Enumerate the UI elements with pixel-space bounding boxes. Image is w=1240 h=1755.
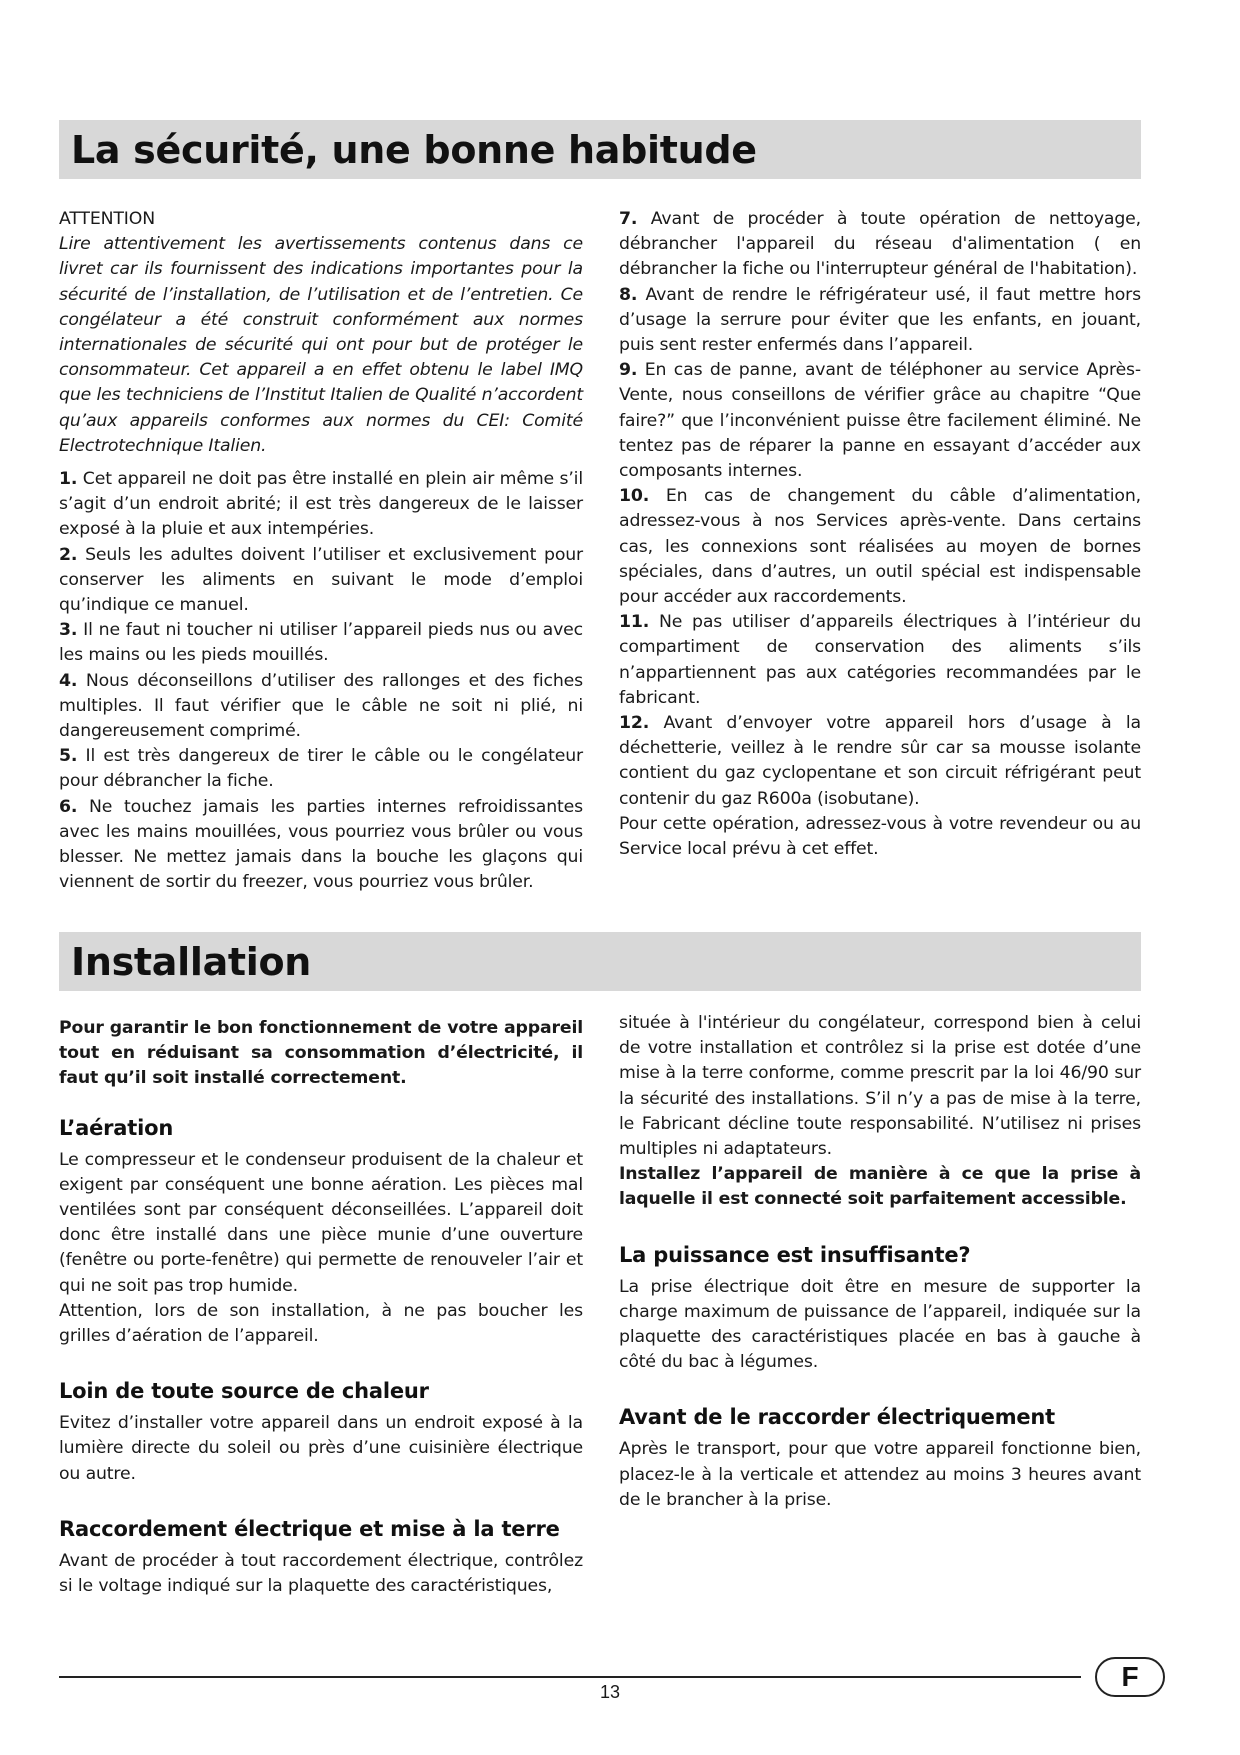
item-number: 6. <box>59 796 78 817</box>
attention-intro: Lire attentivement les avertissements contenus dans ce livret car ils fournissent des indications importantes pour la sécurité de l’installation, de l’utilisation et de l’entretien. Ce congélateur a été construit conformément aux normes internationales de sécurité qui ont pour but de protéger le consommateur. Cet appareil a en effet obtenu le label IMQ que les techniciens de l’Institut Italien de Qualité n’accordent qu’aux appareils conformes aux normes du CEI: Comité Electrotechnique Italien. <box>59 234 583 456</box>
item-text: Ne pas utiliser d’appareils électriques à l’intérieur du compartiment de conservation des aliments s’ils n’appartiennent pas aux catégories recommandées par le fabricant. <box>619 612 1141 708</box>
item-number: 2. <box>59 544 78 565</box>
item-number: 3. <box>59 620 78 641</box>
heading-puissance: La puissance est insuffisante? <box>619 1242 971 1267</box>
raccordement-bold-note: Installez l’appareil de manière à ce que la prise à laquelle il est connecté soit parfaitement accessible. <box>619 1164 1141 1210</box>
item-number: 4. <box>59 670 78 691</box>
raccordement-text-continued: située à l'intérieur du congélateur, correspond bien à celui de votre installation et contrôlez si la prise est dotée d’une mise à la terre conforme, comme prescrit par la loi 46/90 sur la sécurité des installations. S’il n’y a pas de mise à la terre, le Fabricant décline toute responsabilité. N’utilisez ni prises multiples ni adaptateurs. <box>619 1013 1141 1160</box>
heading-source-chaleur: Loin de toute source de chaleur <box>59 1379 429 1404</box>
item-number: 5. <box>59 746 78 767</box>
page-number: 13 <box>599 1682 621 1702</box>
safety-item-10 <box>619 484 1141 610</box>
section-banner-installation <box>59 932 1141 991</box>
installation-column-left <box>59 1016 583 1599</box>
attention-label: ATTENTION <box>59 209 155 229</box>
safety-item-6 <box>59 795 583 896</box>
item-text: En cas de changement du câble d’alimentation, adressez-vous à nos Services après-vente. Dans certains cas, les connexions sont réalisées au moyen de bornes spéciales, dans d’autres, un outil spécial est indispensable pour accéder aux raccordements. <box>619 486 1141 608</box>
safety-item-2 <box>59 543 583 619</box>
securite-column-left <box>59 207 583 895</box>
item-text: Avant de rendre le réfrigérateur usé, il faut mettre hors d’usage la serrure pour éviter que les enfants, en jouant, puis sent rester enfermés dans l’appareil. <box>619 284 1141 356</box>
puissance-text: La prise électrique doit être en mesure de supporter la charge maximum de puissance de l’appareil, indiquée sur la plaquette des caractéristiques placée en bas à gauche à côté du bac à légumes. <box>619 1276 1141 1373</box>
installation-column-right <box>619 1011 1141 1513</box>
item-text: Avant de procéder à toute opération de nettoyage, débrancher l'appareil du réseau d'alimentation ( en débrancher la fiche ou l'interrupteur général de l'habitation). <box>619 209 1141 280</box>
heading-aeration: L’aération <box>59 1115 174 1140</box>
item-number: 8. <box>619 284 638 305</box>
chaleur-text: Evitez d’installer votre appareil dans un endroit exposé à la lumière directe du soleil ou près d’une cuisinière électrique ou autre. <box>59 1413 583 1484</box>
section-banner-securite <box>59 120 1141 179</box>
item-number: 7. <box>619 209 638 229</box>
safety-item-12 <box>619 711 1141 812</box>
heading-avant-raccorder: Avant de le raccorder électriquement <box>619 1405 1056 1430</box>
item-number: 12. <box>619 713 650 734</box>
avant-text: Après le transport, pour que votre appareil fonctionne bien, placez-le à la verticale et attendez au moins 3 heures avant de le brancher à la prise. <box>619 1439 1141 1510</box>
item-number: 11. <box>619 612 650 633</box>
section-title-installation: Installation <box>71 940 312 984</box>
safety-item-4 <box>59 669 583 745</box>
item-text: Ne touchez jamais les parties internes refroidissantes avec les mains mouillées, vous pourriez vous brûler ou vous blesser. Ne mettez jamais dans la bouche les glaçons qui viennent de sortir du freezer, vous pourriez vous brûler. <box>59 796 583 893</box>
safety-item-8 <box>619 283 1141 359</box>
safety-item-11 <box>619 610 1141 711</box>
safety-item-3 <box>59 618 583 668</box>
item-text: Avant d’envoyer votre appareil hors d’usage à la déchetterie, veillez à le rendre sûr car sa mousse isolante contient du gaz cyclopentane et son circuit réfrigérant peut contenir du gaz R600a (isobutane). <box>619 713 1141 809</box>
item-text: Cet appareil ne doit pas être installé en plein air même s’il s’agit d’un endroit abrité; il est très dangereux de le laisser exposé à la pluie et aux intempéries. <box>59 469 583 540</box>
language-badge: F <box>1095 1657 1165 1697</box>
safety-item-9 <box>619 358 1141 484</box>
installation-intro: Pour garantir le bon fonctionnement de votre appareil tout en réduisant sa consommation d’électricité, il faut qu’il soit installé correctement. <box>59 1018 583 1089</box>
safety-item-7 <box>619 207 1141 283</box>
item-number: 9. <box>619 360 638 381</box>
item-number: 10. <box>619 486 650 507</box>
safety-item-5 <box>59 744 583 794</box>
item-text: Seuls les adultes doivent l’utiliser et exclusivement pour conserver les aliments en suivant le mode d’emploi qu’indique ce manuel. <box>59 544 583 616</box>
section-title-securite: La sécurité, une bonne habitude <box>71 128 757 172</box>
item-text: Il ne faut ni toucher ni utiliser l’appareil pieds nus ou avec les mains ou les pieds mouillés. <box>59 620 583 666</box>
safety-item-1 <box>59 467 583 543</box>
item-text: Nous déconseillons d’utiliser des rallonges et des fiches multiples. Il faut vérifier que le câble ne soit ni plié, ni dangereusement comprimé. <box>59 670 583 742</box>
heading-raccordement: Raccordement électrique et mise à la terre <box>59 1516 560 1541</box>
item-text: Il est très dangereux de tirer le câble ou le congélateur pour débrancher la fiche. <box>59 746 583 792</box>
aeration-text-2: Attention, lors de son installation, à ne pas boucher les grilles d’aération de l’appareil. <box>59 1300 583 1347</box>
raccordement-text: Avant de procéder à tout raccordement électrique, contrôlez si le voltage indiqué sur la plaquette des caractéristiques, <box>59 1550 583 1597</box>
closing-note: Pour cette opération, adressez-vous à votre revendeur ou au Service local prévu à cet effet. <box>619 813 1141 860</box>
footer-rule <box>59 1676 1081 1678</box>
item-text: En cas de panne, avant de téléphoner au service Après-Vente, nous conseillons de vérifier grâce au chapitre “Que faire?” que l’inconvénient puisse être facilement éliminé. Ne tentez pas de réparer la panne en essayant d’accéder aux composants internes. <box>619 360 1141 482</box>
aeration-text: Le compresseur et le condenseur produisent de la chaleur et exigent par conséquent une bonne aération. Les pièces mal ventilées sont par conséquent déconseillées. L’appareil doit donc être installé dans une pièce munie d’une ouverture (fenêtre ou porte-fenêtre) qui permette de renouveler l’air et qui ne soit pas trop humide. <box>59 1149 583 1296</box>
item-number: 1. <box>59 469 78 490</box>
securite-column-right <box>619 207 1141 862</box>
